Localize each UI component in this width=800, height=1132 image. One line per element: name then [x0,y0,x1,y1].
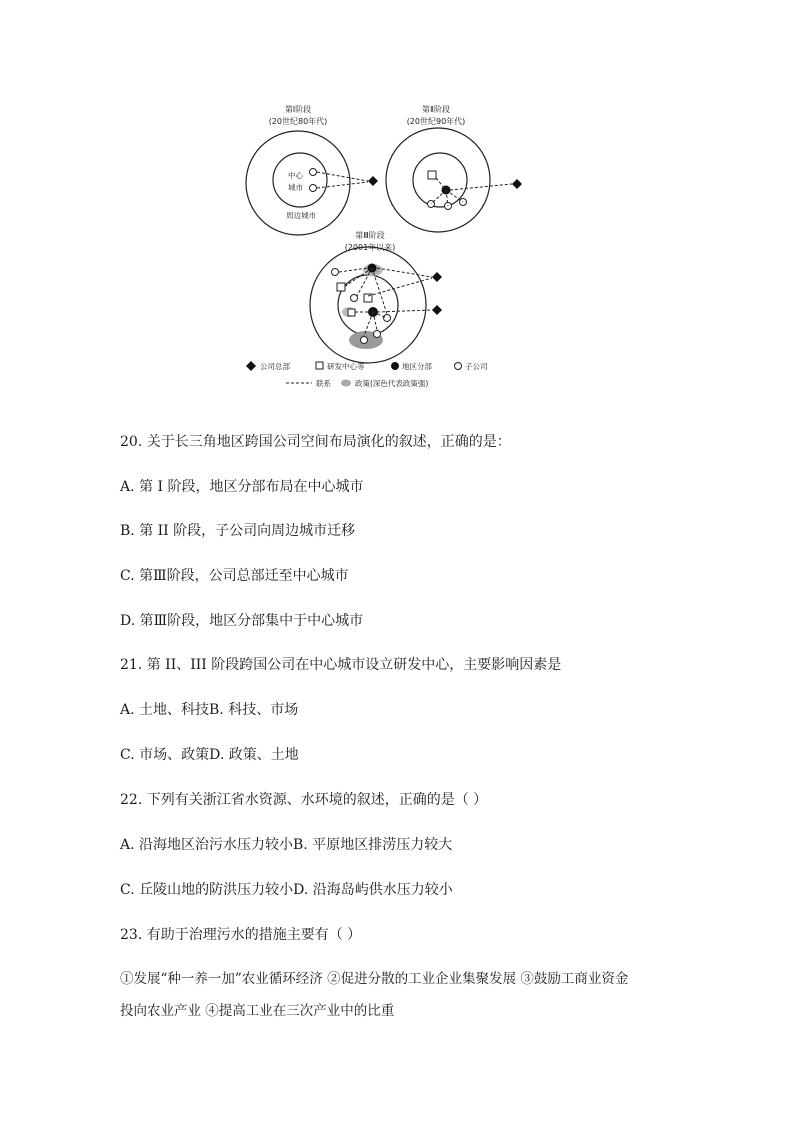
link-line [368,278,432,296]
hq-diamond-icon [432,305,442,315]
link-line [317,172,368,181]
link-line [344,268,372,287]
legend-subsidiary-label: 子公司 [465,362,488,371]
subsidiary-icon [361,337,368,344]
legend-policy-label: 政策(深色代表政策强) [355,379,429,388]
question-23-line-2: 投向农业产业 ④提高工业在三次产业中的比重 [120,1003,395,1019]
question-21-options-row-2 [120,745,299,765]
question-20-option-c: C. 第Ⅲ阶段，公司总部迁至中心城市 [120,568,349,584]
stage-diagram [236,100,536,400]
subsidiary-icon [332,269,339,276]
question-21-option-d: D. 政策、土地 [209,747,299,763]
question-22-option-d: D. 沿海岛屿供水压力较小 [293,882,453,898]
legend-hq-label: 公司总部 [260,362,290,371]
link-line [377,310,432,312]
subsidiary-icon [351,295,358,302]
question-22-options-row-1 [120,835,452,855]
legend-link-label: 联系 [316,379,331,388]
rd-square-icon [316,362,323,369]
legend-branch-label: 地区分部 [402,362,432,371]
subsidiary-icon [455,363,462,370]
question-22-option-c: C. 丘陵山地的防洪压力较小 [120,882,294,898]
question-22-option-a: A. 沿海地区治污水压力较小 [120,837,294,853]
hq-diamond-icon [246,361,256,371]
link-line [377,268,432,277]
center-city-label-2: 城市 [288,183,303,192]
stage2-title: 第Ⅱ阶段 [422,105,450,114]
subsidiary-icon [310,169,317,176]
question-20-option-a: A. 第 I 阶段，地区分部布局在中心城市 [120,479,364,495]
policy-shade-icon [341,380,351,387]
question-22-option-b: B. 平原地区排涝压力较大 [293,837,453,853]
question-22-stem: 22. 下列有关浙江省水资源、水环境的叙述，正确的是（ ） [120,792,488,808]
question-21-option-a: A. 土地、科技 [120,702,210,718]
legend-rd-label: 研发中心等 [327,362,365,371]
question-20-option-b: B. 第 II 阶段，子公司向周边城市迁移 [120,523,356,539]
link-line [317,182,368,188]
rd-square-icon [428,171,436,179]
stage1-title: 第Ⅰ阶段 [284,105,312,114]
question-21-options-row-1 [120,700,298,720]
stage1-center-circle [273,153,327,207]
question-22-options-row-2 [120,880,453,900]
subsidiary-icon [310,185,317,192]
subsidiary-icon [374,331,381,338]
surrounding-city-label: 周边城市 [286,211,316,220]
question-20-stem: 20. 关于长三角地区跨国公司空间布局演化的叙述，正确的是： [120,434,511,450]
question-23-line-1: ①发展“种一养一加”农业循环经济 ②促进分散的工业企业集聚发展 ③鼓励工商业资金 [120,971,629,987]
question-20-option-d: D. 第Ⅲ阶段，地区分部集中于中心城市 [120,613,364,629]
center-city-label-1: 中心 [288,171,303,180]
question-21-option-c: C. 市场、政策 [120,747,210,763]
legend [246,361,488,388]
question-21-stem: 21. 第 II、III 阶段跨国公司在中心城市设立研发中心，主要影响因素是 [120,657,562,673]
hq-diamond-icon [432,272,442,282]
stage1-period: (20世纪80年代) [268,117,328,126]
question-21-option-b: B. 科技、市场 [209,702,299,718]
hq-diamond-icon [512,179,522,189]
link-line [450,184,512,190]
stage2-period: (20世纪90年代) [406,117,466,126]
rd-square-icon [348,309,355,316]
hq-diamond-icon [368,176,378,186]
diagram-figure [236,100,536,400]
stage3-period: (2001年以来) [344,243,396,252]
question-23-stem: 23. 有助于治理污水的措施主要有（ ） [120,927,362,943]
stage3-title: 第Ⅲ阶段 [355,231,385,240]
branch-dot-icon [391,362,399,370]
stage3-center-circle [338,275,398,335]
rd-square-icon [337,283,345,291]
